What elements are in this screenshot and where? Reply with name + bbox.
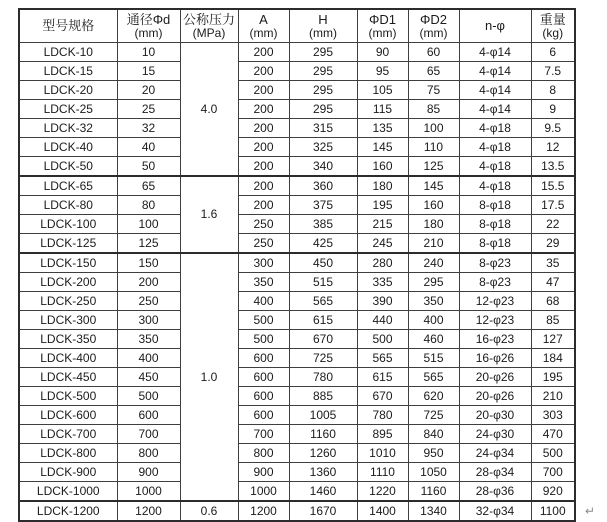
- table-row: [19, 311, 575, 330]
- cell-h: 780: [289, 368, 357, 387]
- table-row: [19, 444, 575, 463]
- cell-d2: 460: [408, 330, 459, 349]
- cell-model: LDCK-50: [19, 157, 117, 177]
- cell-d2: 950: [408, 444, 459, 463]
- cell-weight: 1100: [531, 501, 575, 521]
- cell-weight: 920: [531, 482, 575, 502]
- cell-weight: 9.5: [531, 119, 575, 138]
- cell-d1: 180: [357, 176, 408, 196]
- cell-bore: 300: [117, 311, 180, 330]
- header-d2: [408, 9, 459, 43]
- cell-h: 1260: [289, 444, 357, 463]
- table-row: [19, 273, 575, 292]
- header-weight: [531, 9, 575, 43]
- cell-a: 600: [238, 406, 289, 425]
- paragraph-return-mark: ↵: [584, 504, 595, 518]
- cell-weight: 29: [531, 234, 575, 254]
- cell-bore: 250: [117, 292, 180, 311]
- header-model-label: 型号规格: [42, 18, 95, 33]
- cell-a: 200: [238, 176, 289, 196]
- cell-weight: 303: [531, 406, 575, 425]
- cell-d2: 110: [408, 138, 459, 157]
- cell-d1: 90: [357, 43, 408, 62]
- cell-h: 450: [289, 253, 357, 273]
- header-pressure: [180, 9, 238, 43]
- table-row: [19, 176, 575, 196]
- cell-d2: 295: [408, 273, 459, 292]
- cell-h: 615: [289, 311, 357, 330]
- cell-weight: 85: [531, 311, 575, 330]
- cell-d2: 620: [408, 387, 459, 406]
- cell-bore: 1000: [117, 482, 180, 502]
- cell-d1: 245: [357, 234, 408, 254]
- header-pressure-unit: (MPa): [192, 25, 226, 40]
- cell-nphi: 20-φ30: [459, 406, 531, 425]
- cell-a: 200: [238, 62, 289, 81]
- header-pressure-label: 公称压力: [182, 11, 235, 27]
- cell-d1: 195: [357, 196, 408, 215]
- cell-d2: 1160: [408, 482, 459, 502]
- cell-bore: 800: [117, 444, 180, 463]
- cell-a: 600: [238, 349, 289, 368]
- cell-bore: 80: [117, 196, 180, 215]
- cell-a: 350: [238, 273, 289, 292]
- cell-d1: 780: [357, 406, 408, 425]
- cell-bore: 200: [117, 273, 180, 292]
- cell-weight: 195: [531, 368, 575, 387]
- cell-weight: 6: [531, 43, 575, 62]
- cell-bore: 20: [117, 81, 180, 100]
- cell-d2: 725: [408, 406, 459, 425]
- cell-d2: 400: [408, 311, 459, 330]
- cell-h: 375: [289, 196, 357, 215]
- cell-weight: 127: [531, 330, 575, 349]
- cell-weight: 9: [531, 100, 575, 119]
- table-row: [19, 349, 575, 368]
- cell-d1: 215: [357, 215, 408, 234]
- cell-bore: 32: [117, 119, 180, 138]
- cell-a: 500: [238, 330, 289, 349]
- cell-h: 315: [289, 119, 357, 138]
- cell-nphi: 12-φ23: [459, 311, 531, 330]
- cell-d2: 60: [408, 43, 459, 62]
- cell-weight: 700: [531, 463, 575, 482]
- cell-d1: 895: [357, 425, 408, 444]
- table-row: [19, 196, 575, 215]
- cell-bore: 450: [117, 368, 180, 387]
- cell-d2: 75: [408, 81, 459, 100]
- cell-a: 250: [238, 215, 289, 234]
- cell-a: 200: [238, 157, 289, 177]
- cell-bore: 125: [117, 234, 180, 254]
- cell-weight: 470: [531, 425, 575, 444]
- header-bore-label: 通径Φd: [126, 11, 171, 27]
- cell-model: LDCK-25: [19, 100, 117, 119]
- pressure-cell: 1.0: [180, 253, 238, 501]
- table-row: [19, 157, 575, 177]
- cell-bore: 40: [117, 138, 180, 157]
- cell-model: LDCK-65: [19, 176, 117, 196]
- cell-a: 600: [238, 368, 289, 387]
- header-weight-label: 重量: [539, 11, 566, 27]
- cell-d1: 160: [357, 157, 408, 177]
- cell-d1: 95: [357, 62, 408, 81]
- cell-model: LDCK-40: [19, 138, 117, 157]
- cell-a: 200: [238, 119, 289, 138]
- cell-d1: 1220: [357, 482, 408, 502]
- table-row: [19, 100, 575, 119]
- cell-model: LDCK-300: [19, 311, 117, 330]
- cell-bore: 600: [117, 406, 180, 425]
- cell-h: 385: [289, 215, 357, 234]
- cell-model: LDCK-1200: [19, 501, 117, 521]
- cell-nphi: 8-φ18: [459, 215, 531, 234]
- cell-model: LDCK-800: [19, 444, 117, 463]
- pressure-cell: 4.0: [180, 43, 238, 177]
- cell-weight: 13.5: [531, 157, 575, 177]
- cell-weight: 68: [531, 292, 575, 311]
- header-bore-unit: (mm): [134, 25, 163, 40]
- cell-bore: 65: [117, 176, 180, 196]
- table-row: [19, 234, 575, 254]
- cell-model: LDCK-10: [19, 43, 117, 62]
- header-d1-unit: (mm): [368, 25, 397, 40]
- cell-h: 360: [289, 176, 357, 196]
- cell-bore: 1200: [117, 501, 180, 521]
- cell-weight: 35: [531, 253, 575, 273]
- cell-weight: 8: [531, 81, 575, 100]
- cell-d2: 1050: [408, 463, 459, 482]
- cell-d1: 440: [357, 311, 408, 330]
- cell-d2: 840: [408, 425, 459, 444]
- pressure-cell: 0.6: [180, 501, 238, 521]
- cell-model: LDCK-15: [19, 62, 117, 81]
- cell-bore: 700: [117, 425, 180, 444]
- table-row: [19, 43, 575, 62]
- cell-d2: 1340: [408, 501, 459, 521]
- table-row: [19, 119, 575, 138]
- cell-a: 800: [238, 444, 289, 463]
- cell-d2: 65: [408, 62, 459, 81]
- header-d1-label: ΦD1: [369, 11, 396, 27]
- cell-bore: 15: [117, 62, 180, 81]
- cell-d1: 335: [357, 273, 408, 292]
- cell-h: 295: [289, 43, 357, 62]
- cell-h: 295: [289, 81, 357, 100]
- cell-a: 1000: [238, 482, 289, 502]
- header-h: [289, 9, 357, 43]
- table-row: [19, 425, 575, 444]
- cell-a: 700: [238, 425, 289, 444]
- cell-a: 300: [238, 253, 289, 273]
- cell-d2: 160: [408, 196, 459, 215]
- cell-nphi: 4-φ14: [459, 43, 531, 62]
- cell-a: 200: [238, 43, 289, 62]
- cell-d1: 565: [357, 349, 408, 368]
- cell-model: LDCK-32: [19, 119, 117, 138]
- cell-nphi: 16-φ23: [459, 330, 531, 349]
- table-row: [19, 463, 575, 482]
- cell-model: LDCK-900: [19, 463, 117, 482]
- valve-spec-table: [18, 8, 576, 522]
- cell-nphi: 4-φ14: [459, 81, 531, 100]
- cell-d1: 1400: [357, 501, 408, 521]
- cell-nphi: 8-φ18: [459, 234, 531, 254]
- cell-d1: 280: [357, 253, 408, 273]
- table-row: [19, 215, 575, 234]
- table-row: [19, 62, 575, 81]
- header-h-unit: (mm): [309, 25, 337, 40]
- cell-bore: 400: [117, 349, 180, 368]
- cell-nphi: 4-φ14: [459, 62, 531, 81]
- cell-nphi: 8-φ23: [459, 273, 531, 292]
- cell-model: LDCK-20: [19, 81, 117, 100]
- header-a: [238, 9, 289, 43]
- cell-model: LDCK-400: [19, 349, 117, 368]
- cell-a: 200: [238, 196, 289, 215]
- cell-weight: 12: [531, 138, 575, 157]
- cell-model: LDCK-700: [19, 425, 117, 444]
- header-d2-unit: (mm): [419, 25, 448, 40]
- cell-d1: 1110: [357, 463, 408, 482]
- cell-model: LDCK-125: [19, 234, 117, 254]
- cell-h: 295: [289, 100, 357, 119]
- cell-h: 725: [289, 349, 357, 368]
- cell-bore: 50: [117, 157, 180, 177]
- header-row: [19, 9, 575, 43]
- cell-d2: 565: [408, 368, 459, 387]
- cell-h: 1360: [289, 463, 357, 482]
- cell-model: LDCK-250: [19, 292, 117, 311]
- cell-d1: 500: [357, 330, 408, 349]
- cell-h: 1005: [289, 406, 357, 425]
- cell-d1: 115: [357, 100, 408, 119]
- cell-weight: 17.5: [531, 196, 575, 215]
- cell-bore: 500: [117, 387, 180, 406]
- cell-h: 1160: [289, 425, 357, 444]
- header-nphi-label: n-φ: [485, 18, 505, 33]
- cell-d2: 515: [408, 349, 459, 368]
- cell-a: 200: [238, 100, 289, 119]
- cell-bore: 10: [117, 43, 180, 62]
- cell-weight: 22: [531, 215, 575, 234]
- cell-model: LDCK-450: [19, 368, 117, 387]
- cell-h: 1670: [289, 501, 357, 521]
- cell-d1: 135: [357, 119, 408, 138]
- cell-a: 500: [238, 311, 289, 330]
- cell-nphi: 8-φ18: [459, 196, 531, 215]
- cell-h: 515: [289, 273, 357, 292]
- cell-nphi: 4-φ18: [459, 119, 531, 138]
- cell-model: LDCK-100: [19, 215, 117, 234]
- header-a-label: A: [259, 11, 268, 27]
- cell-nphi: 20-φ26: [459, 387, 531, 406]
- cell-model: LDCK-200: [19, 273, 117, 292]
- cell-bore: 25: [117, 100, 180, 119]
- cell-h: 325: [289, 138, 357, 157]
- cell-h: 885: [289, 387, 357, 406]
- table-row: [19, 368, 575, 387]
- cell-d1: 615: [357, 368, 408, 387]
- cell-d1: 145: [357, 138, 408, 157]
- cell-d2: 145: [408, 176, 459, 196]
- cell-weight: 47: [531, 273, 575, 292]
- cell-a: 200: [238, 81, 289, 100]
- cell-nphi: 4-φ18: [459, 157, 531, 177]
- cell-model: LDCK-500: [19, 387, 117, 406]
- header-nphi: [459, 9, 531, 43]
- cell-d1: 390: [357, 292, 408, 311]
- cell-h: 295: [289, 62, 357, 81]
- table-row: [19, 330, 575, 349]
- cell-nphi: 28-φ36: [459, 482, 531, 502]
- table-row: [19, 501, 575, 521]
- cell-d2: 100: [408, 119, 459, 138]
- cell-model: LDCK-80: [19, 196, 117, 215]
- cell-nphi: 20-φ26: [459, 368, 531, 387]
- cell-nphi: 28-φ34: [459, 463, 531, 482]
- cell-h: 425: [289, 234, 357, 254]
- cell-weight: 500: [531, 444, 575, 463]
- table-row: [19, 292, 575, 311]
- cell-h: 670: [289, 330, 357, 349]
- cell-weight: 184: [531, 349, 575, 368]
- header-d1: [357, 9, 408, 43]
- cell-nphi: 4-φ18: [459, 138, 531, 157]
- cell-bore: 900: [117, 463, 180, 482]
- cell-model: LDCK-1000: [19, 482, 117, 502]
- cell-d1: 105: [357, 81, 408, 100]
- cell-weight: 7.5: [531, 62, 575, 81]
- cell-model: LDCK-350: [19, 330, 117, 349]
- cell-a: 900: [238, 463, 289, 482]
- cell-a: 250: [238, 234, 289, 254]
- header-model: [19, 9, 117, 43]
- cell-d2: 85: [408, 100, 459, 119]
- cell-nphi: 4-φ18: [459, 176, 531, 196]
- cell-d1: 1010: [357, 444, 408, 463]
- cell-h: 340: [289, 157, 357, 177]
- cell-nphi: 32-φ34: [459, 501, 531, 521]
- cell-d2: 210: [408, 234, 459, 254]
- table-row: [19, 253, 575, 273]
- table-row: [19, 138, 575, 157]
- cell-nphi: 16-φ26: [459, 349, 531, 368]
- cell-d2: 180: [408, 215, 459, 234]
- header-h-label: H: [318, 11, 328, 27]
- cell-weight: 15.5: [531, 176, 575, 196]
- cell-d1: 670: [357, 387, 408, 406]
- cell-a: 1200: [238, 501, 289, 521]
- cell-nphi: 8-φ23: [459, 253, 531, 273]
- cell-a: 600: [238, 387, 289, 406]
- cell-nphi: 4-φ14: [459, 100, 531, 119]
- cell-a: 400: [238, 292, 289, 311]
- pressure-cell: 1.6: [180, 176, 238, 253]
- table-row: [19, 482, 575, 502]
- header-bore: [117, 9, 180, 43]
- cell-bore: 150: [117, 253, 180, 273]
- header-weight-unit: (kg): [542, 25, 564, 40]
- cell-d2: 125: [408, 157, 459, 177]
- cell-model: LDCK-150: [19, 253, 117, 273]
- cell-nphi: 24-φ34: [459, 444, 531, 463]
- cell-nphi: 12-φ23: [459, 292, 531, 311]
- table-row: [19, 387, 575, 406]
- cell-h: 565: [289, 292, 357, 311]
- cell-weight: 210: [531, 387, 575, 406]
- cell-d2: 350: [408, 292, 459, 311]
- header-d2-label: ΦD2: [420, 11, 447, 27]
- cell-bore: 350: [117, 330, 180, 349]
- table-row: [19, 81, 575, 100]
- cell-nphi: 24-φ30: [459, 425, 531, 444]
- cell-d2: 240: [408, 253, 459, 273]
- table-row: [19, 406, 575, 425]
- cell-model: LDCK-600: [19, 406, 117, 425]
- cell-h: 1460: [289, 482, 357, 502]
- header-a-unit: (mm): [249, 25, 278, 40]
- cell-bore: 100: [117, 215, 180, 234]
- cell-a: 200: [238, 138, 289, 157]
